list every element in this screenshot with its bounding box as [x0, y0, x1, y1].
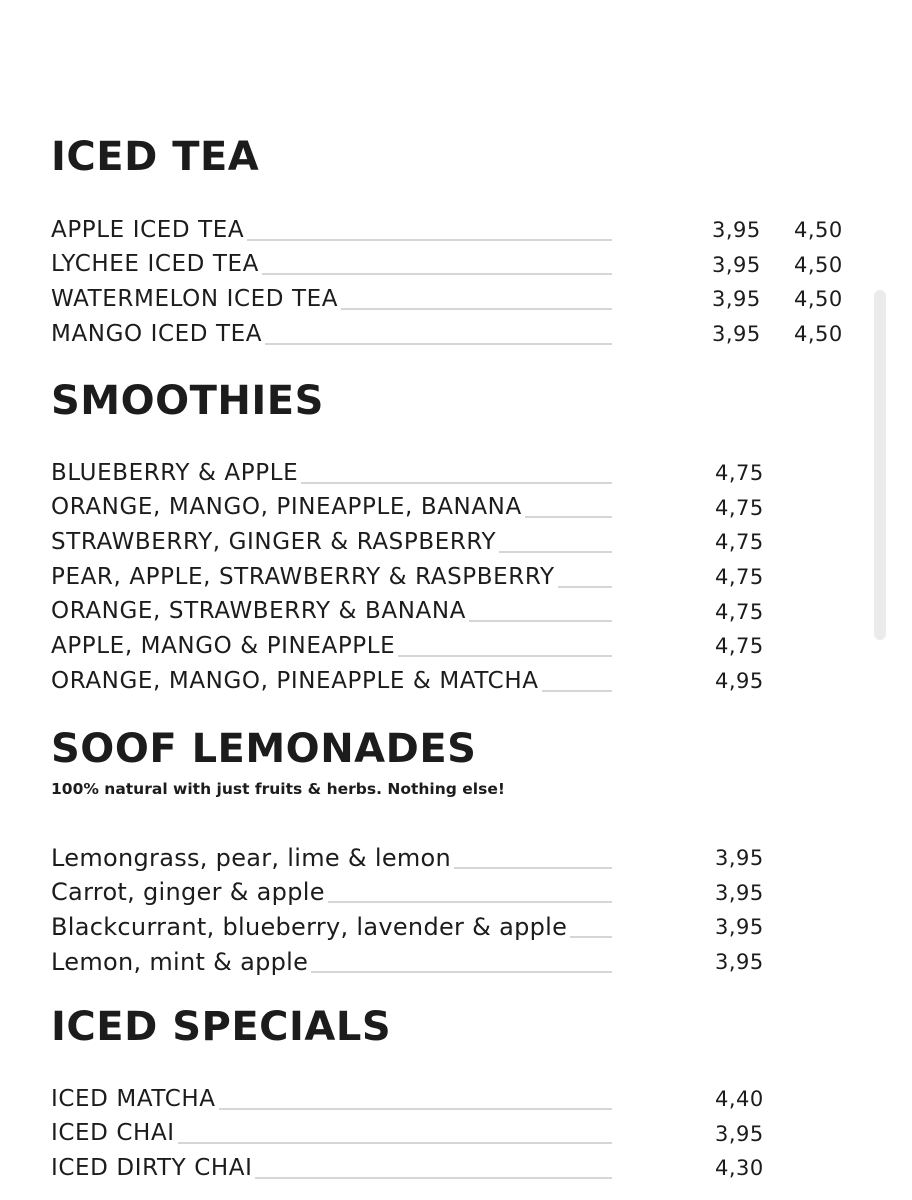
- price: 4,75: [715, 634, 764, 659]
- leader-line: [247, 239, 612, 241]
- leader-line: [570, 936, 612, 938]
- item-name: Lemon, mint & apple: [51, 947, 309, 976]
- menu-item: [51, 838, 851, 873]
- leader-line: [398, 655, 612, 657]
- price: 4,40: [715, 1087, 764, 1111]
- menu-item: [51, 907, 851, 942]
- item-name: ICED DIRTY CHAI: [51, 1155, 253, 1182]
- menu-item: [51, 1079, 851, 1114]
- item-list: [51, 1079, 851, 1183]
- price-large: 4,50: [794, 322, 843, 347]
- price: 4,75: [715, 495, 764, 520]
- price-small: 3,95: [712, 252, 761, 277]
- leader-line: [525, 516, 612, 518]
- item-name: Lemongrass, pear, lime & lemon: [51, 843, 452, 872]
- price: 3,95: [715, 915, 764, 940]
- price: 4,95: [715, 669, 764, 694]
- leader-line: [558, 586, 612, 588]
- item-list: [51, 210, 851, 349]
- menu-item: [51, 279, 851, 314]
- leader-line: [499, 551, 612, 553]
- scrollbar[interactable]: [874, 290, 886, 640]
- leader-line: [265, 343, 612, 345]
- menu-item: [51, 873, 851, 908]
- price-large: 4,50: [794, 252, 843, 277]
- menu-item: [51, 661, 851, 696]
- section-iced-tea: [51, 133, 851, 347]
- price: 4,75: [715, 565, 764, 590]
- menu-item: [51, 1148, 851, 1183]
- item-list: [51, 838, 851, 977]
- item-name: STRAWBERRY, GINGER & RASPBERRY: [51, 529, 497, 556]
- menu-item: [51, 942, 851, 977]
- item-name: ORANGE, MANGO, PINEAPPLE & MATCHA: [51, 667, 539, 694]
- section-title: ICED SPECIALS: [51, 1004, 392, 1050]
- menu-item: [51, 557, 851, 592]
- price-small: 3,95: [712, 322, 761, 347]
- section-title: SOOF LEMONADES: [51, 726, 477, 772]
- item-name: ICED CHAI: [51, 1120, 175, 1147]
- menu-item: [51, 626, 851, 661]
- leader-line: [178, 1142, 612, 1144]
- price: 4,75: [715, 530, 764, 555]
- menu-item: [51, 210, 851, 245]
- leader-line: [255, 1177, 612, 1179]
- item-name: ICED MATCHA: [51, 1085, 216, 1112]
- item-list: [51, 453, 851, 696]
- menu-item: [51, 592, 851, 627]
- item-name: APPLE, MANGO & PINEAPPLE: [51, 633, 396, 660]
- item-name: MANGO ICED TEA: [51, 320, 263, 347]
- price-large: 4,50: [794, 287, 843, 312]
- item-name: PEAR, APPLE, STRAWBERRY & RASPBERRY: [51, 563, 555, 590]
- item-name: ORANGE, STRAWBERRY & BANANA: [51, 598, 466, 625]
- item-name: LYCHEE ICED TEA: [51, 251, 259, 278]
- menu-item: [51, 245, 851, 280]
- price: 3,95: [715, 846, 764, 870]
- leader-line: [219, 1108, 612, 1110]
- section-subtitle: 100% natural with just fruits & herbs. Nothing else!: [51, 780, 505, 798]
- price: 4,30: [715, 1156, 764, 1181]
- leader-line: [328, 901, 612, 903]
- item-name: Carrot, ginger & apple: [51, 878, 325, 907]
- menu-item: [51, 1114, 851, 1149]
- item-name: BLUEBERRY & APPLE: [51, 459, 299, 486]
- price: 3,95: [715, 1121, 764, 1146]
- price: 4,75: [715, 599, 764, 624]
- leader-line: [454, 867, 612, 869]
- price: 3,95: [715, 880, 764, 905]
- section-title: SMOOTHIES: [51, 378, 324, 424]
- price: 3,95: [715, 950, 764, 975]
- section-title: ICED TEA: [51, 134, 260, 180]
- menu-item: [51, 488, 851, 523]
- price-small: 3,95: [712, 218, 761, 242]
- menu-item: [51, 314, 851, 349]
- item-name: WATERMELON ICED TEA: [51, 286, 339, 313]
- price-large: 4,50: [794, 218, 843, 242]
- item-name: ORANGE, MANGO, PINEAPPLE, BANANA: [51, 494, 522, 521]
- item-name: APPLE ICED TEA: [51, 216, 245, 243]
- menu-item: [51, 522, 851, 557]
- menu-item: [51, 453, 851, 488]
- item-name: Blackcurrant, blueberry, lavender & apple: [51, 913, 568, 942]
- leader-line: [301, 482, 612, 484]
- leader-line: [262, 273, 612, 275]
- leader-line: [542, 690, 612, 692]
- price: 4,75: [715, 461, 764, 485]
- section-soof-lemonades: [51, 725, 851, 976]
- section-iced-specials: [51, 1003, 851, 1182]
- leader-line: [341, 308, 612, 310]
- leader-line: [469, 620, 612, 622]
- section-smoothies: [51, 377, 851, 694]
- price-small: 3,95: [712, 287, 761, 312]
- leader-line: [311, 971, 612, 973]
